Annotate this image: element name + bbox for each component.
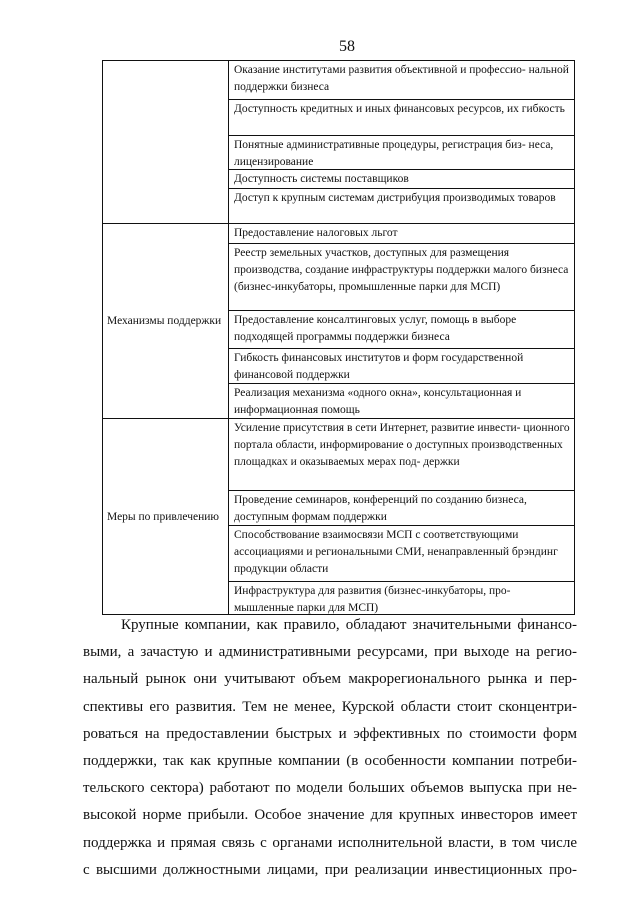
page-number: 58 <box>339 38 355 55</box>
paragraph-line: выми, а зачастую и административными ресурсами, при выходе на регио- <box>83 644 577 661</box>
table-group-attraction-measures <box>103 418 574 614</box>
support-measures-table <box>102 60 575 615</box>
table-cell: Проведение семинаров, конференций по созданию бизнеса, доступным формам поддержки <box>229 490 574 525</box>
group-label-text: Меры по привлечению <box>107 510 219 523</box>
group-label <box>103 61 229 223</box>
table-cell: Реестр земельных участков, доступных для размещения производства, создание инфраструктуры поддержки малого бизнеса (бизнес-инкубаторы, промышленные парки для МСП) <box>229 243 574 310</box>
paragraph-line: поддержка и прямая связь с органами исполнительной власти, в том числе <box>83 834 577 851</box>
paragraph-line: нальный рынок они учитывают объем макрорегионального рынка и пер- <box>83 671 577 688</box>
group-label <box>103 419 229 614</box>
paragraph-line: высокой норме прибыли. Особое значение для крупных инвесторов имеет <box>83 807 577 824</box>
paragraph-line: роваться на предоставлении быстрых и эффективных по стоимости форм <box>83 725 577 742</box>
table-group-support-mechanisms <box>103 223 574 418</box>
paragraph-line: поддержки, так как крупные компании (в особенности компании потреби- <box>83 753 577 770</box>
group-label <box>103 224 229 418</box>
table-cell: Доступ к крупным системам дистрибуция производимых товаров <box>229 188 574 223</box>
paragraph-line: тельского сектора) работают по модели больших объемов выпуска при не- <box>83 780 577 797</box>
table-cell: Понятные административные процедуры, регистрация биз- неса, лицензирование <box>229 135 574 169</box>
group-items <box>229 61 574 223</box>
table-cell: Предоставление консалтинговых услуг, помощь в выборе подходящей программы поддержки бизнеса <box>229 310 574 348</box>
paragraph-line: Крупные компании, как правило, обладают значительными финансо- <box>121 617 577 633</box>
body-paragraph <box>83 612 577 884</box>
paragraph-line: с высшими должностными лицами, при реализации инвестиционных про- <box>83 861 577 878</box>
table-group-continuation <box>103 61 574 223</box>
table-cell: Инфраструктура для развития (бизнес-инкубаторы, про- мышленные парки для МСП) <box>229 581 574 614</box>
table-cell: Доступность кредитных и иных финансовых ресурсов, их гибкость <box>229 99 574 135</box>
table-cell: Оказание институтами развития объективной и профессио- нальной поддержки бизнеса <box>234 64 569 94</box>
table-cell: Предоставление налоговых льгот <box>234 227 398 239</box>
paragraph-line: спективы его развития. Тем не менее, Курской области стоит сконцентри- <box>83 698 577 715</box>
table-cell: Усиление присутствия в сети Интернет, развитие инвести- ционного портала области, информирование о доступных производственных площадках и оказываемых мерах под- держки <box>234 422 570 469</box>
group-items <box>229 224 574 418</box>
table-cell: Гибкость финансовых институтов и форм государственной финансовой поддержки <box>229 348 574 383</box>
table-cell: Способствование взаимосвязи МСП с соответствующими ассоциациями и региональными СМИ, ненаправленный брэндинг продукции области <box>229 525 574 581</box>
table-cell: Доступность системы поставщиков <box>229 169 574 188</box>
group-label-text: Механизмы поддержки <box>107 315 222 327</box>
group-items <box>229 419 574 614</box>
table-cell: Реализация механизма «одного окна», консультационная и информационная помощь <box>229 383 574 418</box>
